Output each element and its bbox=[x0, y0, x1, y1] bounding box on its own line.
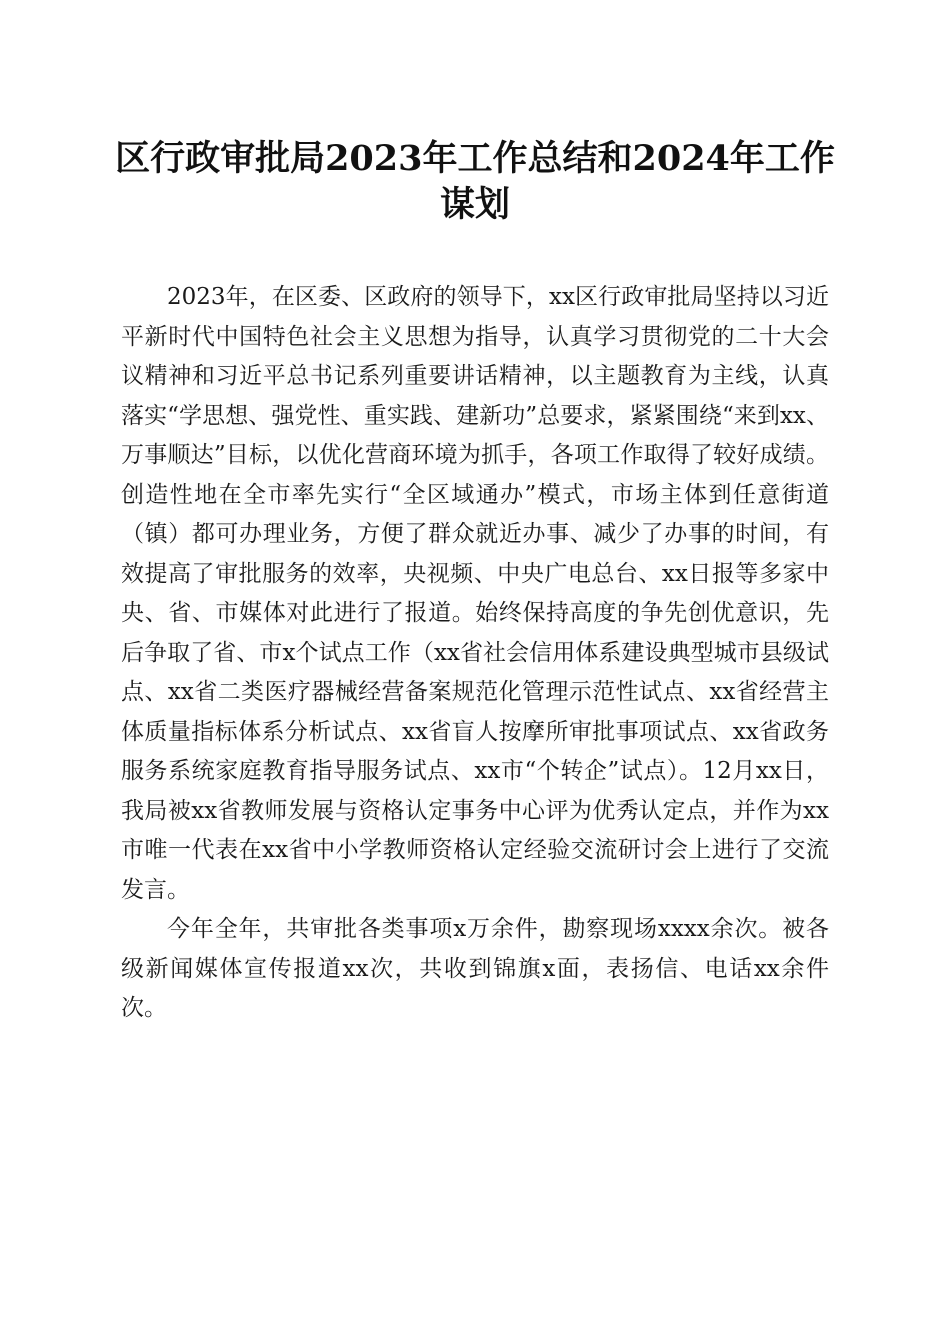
document-title-line-1: 区行政审批局2023年工作总结和2024年工作 bbox=[115, 138, 835, 179]
body-paragraph-2: 今年全年，共审批各类事项x万余件，勘察现场xxxx余次。被各级新闻媒体宣传报道xx次，共收到锦旗x面，表扬信、电话xx余件次。 bbox=[121, 916, 829, 1021]
document-body bbox=[121, 278, 829, 1029]
document-title bbox=[100, 136, 850, 228]
body-paragraph-1: 2023年，在区委、区政府的领导下，xx区行政审批局坚持以习近平新时代中国特色社会主义思想为指导，认真学习贯彻党的二十大会议精神和习近平总书记系列重要讲话精神，以主题教育为主线，认真落实“学思想、强党性、重实践、建新功”总要求，紧紧围绕“来到xx、万事顺达”目标，以优化营商环境为抓手，各项工作取得了较好成绩。创造性地在全市率先实行“全区域通办”模式，市场主体到任意街道（镇）都可办理业务，方便了群众就近办事、减少了办事的时间，有效提高了审批服务的效率，央视频、中央广电总台、xx日报等多家中央、省、市媒体对此进行了报道。始终保持高度的争先创优意识，先后争取了省、市x个试点工作（xx省社会信用体系建设典型城市县级试点、xx省二类医疗器械经营备案规范化管理示范性试点、xx省经营主体质量指标体系分析试点、xx省盲人按摩所审批事项试点、xx省政务服务系统家庭教育指导服务试点、xx市“个转企”试点）。12月xx日，我局被xx省教师发展与资格认定事务中心评为优秀认定点，并作为xx市唯一代表在xx省中小学教师资格认定经验交流研讨会上进行了交流发言。 bbox=[121, 284, 829, 903]
document-title-line-2: 谋划 bbox=[439, 184, 510, 225]
